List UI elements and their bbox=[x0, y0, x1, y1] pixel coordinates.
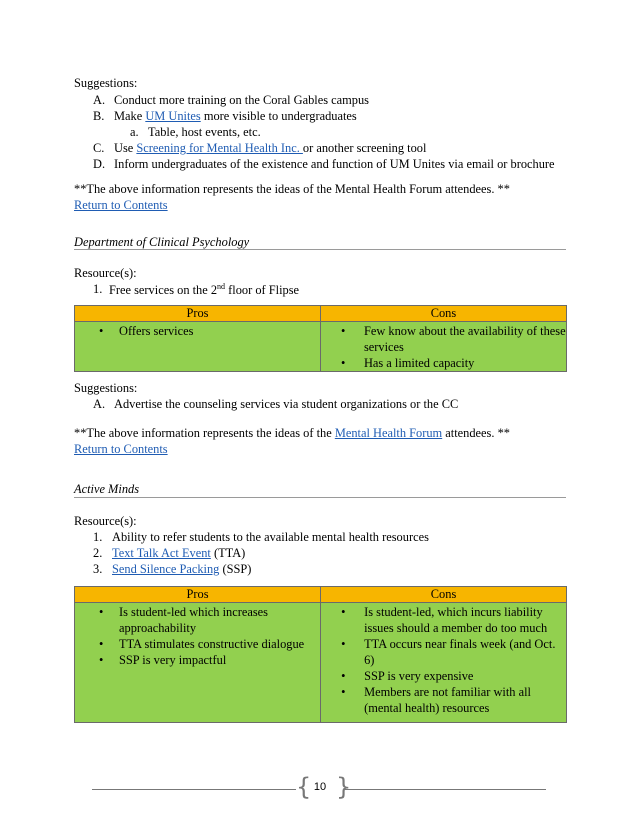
bullet-icon: • bbox=[341, 669, 346, 683]
suggestion-item bbox=[93, 157, 555, 172]
sub-suggestion-item bbox=[130, 125, 261, 140]
superscript: nd bbox=[217, 282, 226, 291]
pros-cell bbox=[75, 603, 321, 723]
list-marker: A. bbox=[93, 93, 106, 107]
send-silence-packing-link[interactable]: Send Silence Packing bbox=[112, 562, 220, 576]
pros-header: Pros bbox=[75, 306, 321, 322]
suggestions-label: Suggestions: bbox=[74, 76, 138, 90]
section-title: Active Minds bbox=[74, 482, 140, 496]
right-brace: } bbox=[336, 773, 352, 801]
resource-item bbox=[93, 282, 300, 298]
suggestion-text: Use bbox=[114, 141, 137, 155]
bullet-icon: • bbox=[99, 653, 104, 667]
left-brace: { bbox=[296, 773, 312, 801]
list-marker: 1. bbox=[93, 530, 103, 544]
suggestions-label: Suggestions: bbox=[74, 381, 138, 395]
cons-header: Cons bbox=[320, 306, 566, 322]
pros-header: Pros bbox=[75, 587, 321, 603]
cons-header: Cons bbox=[321, 587, 567, 603]
list-item: • Is student-led, which incurs liability issues should a member do too much bbox=[341, 605, 548, 635]
resource-text: Free services on the 2 bbox=[109, 283, 218, 298]
section-divider bbox=[74, 497, 566, 498]
resources-label: Resource(s): bbox=[74, 514, 137, 528]
resource-item bbox=[93, 562, 252, 577]
list-marker: 3. bbox=[93, 562, 103, 576]
forum-note: **The above information represents the ideas of the Mental Health Forum attendees. ** bbox=[74, 426, 510, 440]
list-item: • TTA occurs near finals week (and Oct. 6) bbox=[341, 637, 556, 667]
list-item: • Few know about the availability of these services bbox=[340, 324, 566, 354]
bullet-icon: • bbox=[99, 637, 104, 651]
suggestion-text: Make bbox=[114, 109, 146, 123]
return-to-contents-link[interactable]: Return to Contents bbox=[74, 198, 168, 212]
section-divider bbox=[74, 249, 566, 250]
mental-health-forum-link[interactable]: Mental Health Forum bbox=[334, 426, 443, 440]
list-item: • SSP is very expensive bbox=[341, 669, 474, 683]
resource-text: (SSP) bbox=[219, 562, 252, 576]
bullet-icon: • bbox=[341, 605, 346, 619]
suggestion-item bbox=[93, 141, 427, 156]
list-item: • TTA stimulates constructive dialogue bbox=[99, 637, 305, 651]
list-marker: 2. bbox=[93, 546, 103, 560]
list-marker: B. bbox=[93, 109, 105, 123]
cons-cell bbox=[321, 603, 567, 723]
resource-text: Ability to refer students to the available mental health resources bbox=[112, 530, 429, 544]
list-marker: D. bbox=[93, 157, 106, 171]
resources-label: Resource(s): bbox=[74, 266, 137, 280]
suggestion-item bbox=[93, 93, 369, 108]
suggestion-text: Advertise the counseling services via student organizations or the CC bbox=[114, 397, 459, 411]
resource-text: floor of Flipse bbox=[225, 283, 300, 298]
cons-cell bbox=[320, 322, 566, 372]
footer-line-left bbox=[92, 789, 296, 790]
bullet-icon: • bbox=[340, 324, 346, 338]
list-marker: 1. bbox=[93, 282, 103, 296]
list-marker: C. bbox=[93, 141, 105, 155]
um-unites-link[interactable]: UM Unites bbox=[145, 109, 201, 123]
suggestion-text: or another screening tool bbox=[302, 141, 427, 155]
suggestion-item bbox=[93, 109, 357, 124]
list-item: • SSP is very impactful bbox=[99, 653, 227, 667]
suggestion-text: Table, host events, etc. bbox=[148, 125, 261, 139]
bullet-icon: • bbox=[341, 685, 346, 699]
list-item: • Members are not familiar with all (mental health) resources bbox=[341, 685, 531, 715]
page-number: 10 bbox=[313, 781, 327, 793]
forum-note: **The above information represents the ideas of the Mental Health Forum attendees. ** bbox=[74, 182, 510, 196]
list-marker: A. bbox=[93, 397, 106, 411]
section-title: Department of Clinical Psychology bbox=[74, 235, 250, 249]
list-item: • Is student-led which increases approachability bbox=[99, 605, 268, 635]
list-item: • Offers services bbox=[99, 324, 194, 338]
suggestion-item bbox=[93, 397, 459, 412]
resource-text: (TTA) bbox=[210, 546, 246, 560]
pros-cons-table bbox=[74, 586, 567, 723]
text-talk-act-link[interactable]: Text Talk Act Event bbox=[112, 546, 211, 560]
screening-link[interactable]: Screening for Mental Health Inc. bbox=[136, 141, 303, 155]
bullet-icon: • bbox=[99, 605, 104, 619]
pros-cell bbox=[75, 322, 321, 372]
bullet-icon: • bbox=[99, 324, 104, 338]
list-item: • Has a limited capacity bbox=[340, 356, 475, 370]
bullet-icon: • bbox=[341, 637, 346, 651]
bullet-icon: • bbox=[340, 356, 346, 370]
resource-item bbox=[93, 546, 246, 561]
suggestion-text: Conduct more training on the Coral Gables campus bbox=[114, 93, 369, 107]
suggestion-text: Inform undergraduates of the existence and function of UM Unites via email or brochure bbox=[114, 157, 555, 171]
pros-cons-table bbox=[74, 305, 567, 372]
list-marker: a. bbox=[130, 125, 139, 139]
footer-line-right bbox=[344, 789, 546, 790]
return-to-contents-link[interactable]: Return to Contents bbox=[74, 442, 168, 456]
resource-item bbox=[93, 530, 429, 545]
suggestion-text: more visible to undergraduates bbox=[200, 109, 357, 123]
